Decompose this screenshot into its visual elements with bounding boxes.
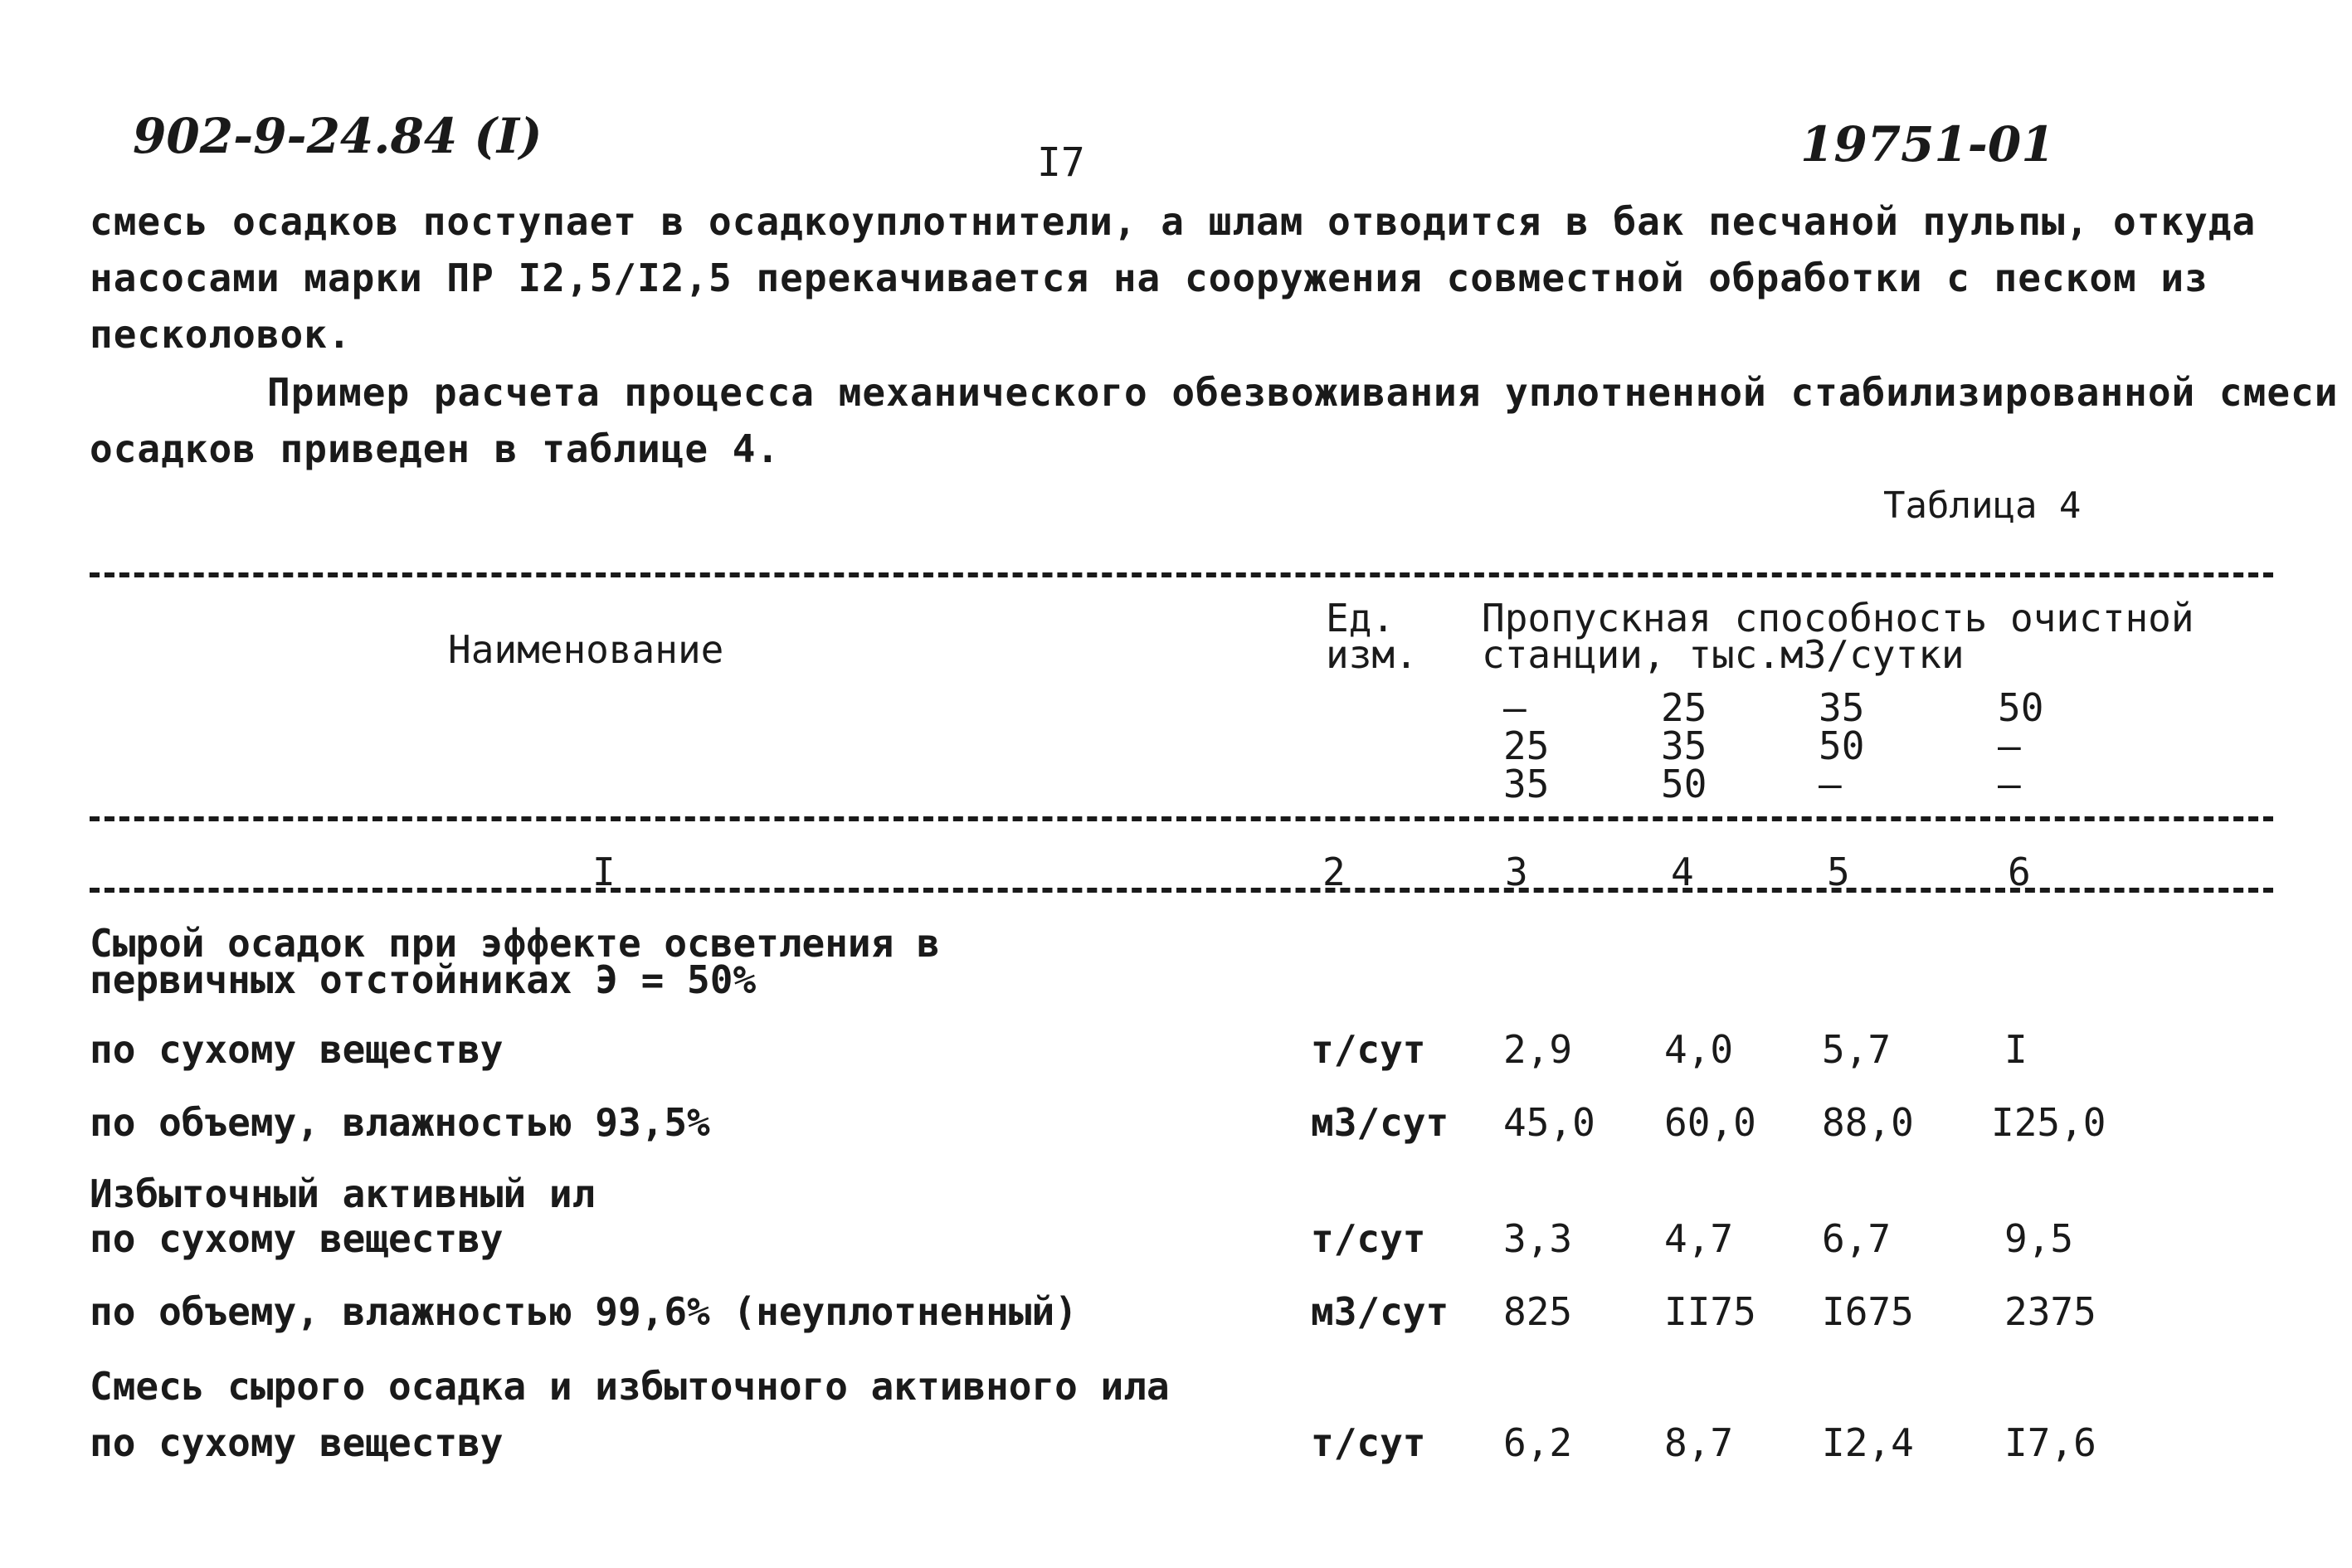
row-value: 45,0 bbox=[1503, 1100, 1595, 1145]
row-name: по объему, влажностью 93,5% bbox=[90, 1100, 710, 1145]
column-number: I bbox=[587, 850, 621, 894]
range-value: 50 bbox=[1661, 762, 1707, 806]
paragraph-line-5: осадков приведен в таблице 4. bbox=[90, 426, 781, 471]
row-unit: т/сут bbox=[1311, 1420, 1426, 1465]
row-name: по объему, влажностью 99,6% (неуплотненный) bbox=[90, 1289, 1078, 1334]
row-value: 2,9 bbox=[1503, 1027, 1573, 1072]
row-value: 3,3 bbox=[1503, 1216, 1573, 1261]
row-value: 6,7 bbox=[1822, 1216, 1892, 1261]
row-value: 6,2 bbox=[1503, 1420, 1573, 1465]
sheet-code: 19751-01 bbox=[1800, 116, 2055, 173]
row-name: по сухому веществу bbox=[90, 1027, 504, 1072]
range-value: – bbox=[1998, 762, 2021, 806]
range-value: 35 bbox=[1503, 762, 1550, 806]
header-unit-line1: Ед. bbox=[1326, 596, 1395, 640]
row-value: I7,6 bbox=[2004, 1420, 2096, 1465]
row-value: 2375 bbox=[2004, 1289, 2096, 1334]
range-value: 35 bbox=[1661, 723, 1707, 768]
table-column-numbers-rule bbox=[90, 888, 2273, 893]
row-value: 9,5 bbox=[2004, 1216, 2074, 1261]
row-unit: т/сут bbox=[1311, 1216, 1426, 1261]
range-value: – bbox=[1503, 685, 1527, 730]
header-capacity-line2: станции, тыс.м3/сутки bbox=[1482, 632, 1965, 677]
row-name: Смесь сырого осадка и избыточного активного ила bbox=[90, 1364, 1170, 1409]
row-value: 4,7 bbox=[1664, 1216, 1734, 1261]
row-value: 60,0 bbox=[1664, 1100, 1756, 1145]
table-header-rule bbox=[90, 816, 2273, 821]
paragraph-line-1: смесь осадков поступает в осадкоуплотнители, а шлам отводится в бак песчаной пульпы, откуда bbox=[90, 199, 2257, 244]
row-value: 5,7 bbox=[1822, 1027, 1892, 1072]
table-caption: Таблица 4 bbox=[1883, 485, 2082, 527]
row-name: первичных отстойниках Э = 50% bbox=[90, 957, 757, 1002]
row-name: Сырой осадок при эффекте осветления в bbox=[90, 921, 940, 966]
header-unit-line2: изм. bbox=[1326, 632, 1418, 677]
header-capacity-line1: Пропускная способность очистной bbox=[1482, 596, 2194, 640]
row-name: по сухому веществу bbox=[90, 1420, 504, 1465]
range-value: – bbox=[1998, 723, 2021, 768]
column-number: 6 bbox=[2003, 850, 2036, 894]
row-name: Избыточный активный ил bbox=[90, 1171, 596, 1216]
paragraph-line-2: насосами марки ПР I2,5/I2,5 перекачивается на сооружения совместной обработки с песком из bbox=[90, 256, 2208, 300]
column-number: 3 bbox=[1500, 850, 1533, 894]
column-number: 5 bbox=[1822, 850, 1855, 894]
row-unit: т/сут bbox=[1311, 1027, 1426, 1072]
range-value: 25 bbox=[1503, 723, 1550, 768]
row-value: II75 bbox=[1664, 1289, 1756, 1334]
row-value: 825 bbox=[1503, 1289, 1573, 1334]
row-value: 4,0 bbox=[1664, 1027, 1734, 1072]
range-value: – bbox=[1819, 762, 1842, 806]
row-name: по сухому веществу bbox=[90, 1216, 504, 1261]
range-value: 25 bbox=[1661, 685, 1707, 730]
range-value: 35 bbox=[1819, 685, 1865, 730]
row-value: 88,0 bbox=[1822, 1100, 1914, 1145]
paragraph-line-4: Пример расчета процесса механического обезвоживания уплотненной стабилизированной смеси bbox=[267, 370, 2339, 415]
table-top-rule bbox=[90, 572, 2273, 577]
range-value: 50 bbox=[1998, 685, 2044, 730]
row-value: I bbox=[2004, 1027, 2028, 1072]
row-value: I25,0 bbox=[1991, 1100, 2106, 1145]
range-value: 50 bbox=[1819, 723, 1865, 768]
page-number: I7 bbox=[1037, 139, 1085, 186]
column-number: 2 bbox=[1317, 850, 1351, 894]
row-unit: м3/сут bbox=[1311, 1289, 1449, 1334]
header-name: Наименование bbox=[448, 627, 724, 672]
column-number: 4 bbox=[1666, 850, 1699, 894]
row-unit: м3/сут bbox=[1311, 1100, 1449, 1145]
row-value: I675 bbox=[1822, 1289, 1914, 1334]
row-value: 8,7 bbox=[1664, 1420, 1734, 1465]
row-value: I2,4 bbox=[1822, 1420, 1914, 1465]
document-code: 902-9-24.84 (I) bbox=[133, 108, 543, 164]
paragraph-line-3: песколовок. bbox=[90, 312, 352, 357]
